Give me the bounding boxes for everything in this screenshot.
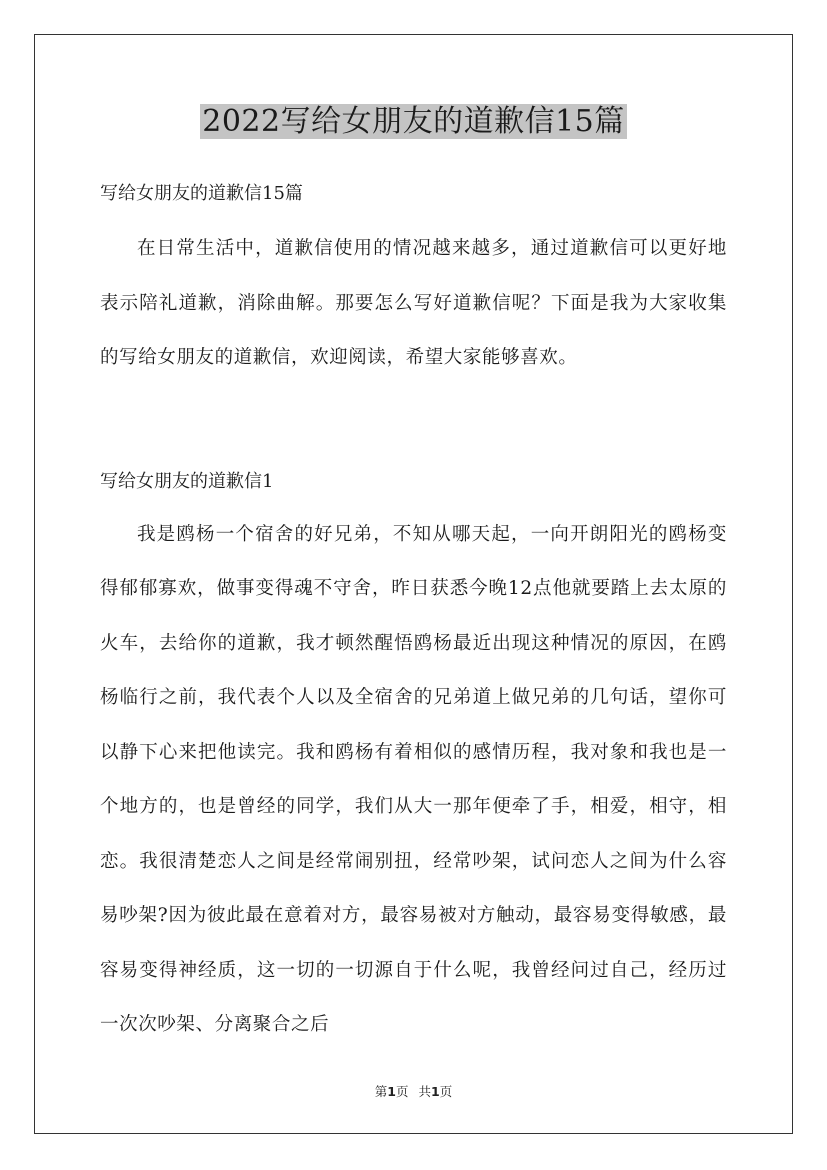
intro-paragraph: 在日常生活中，道歉信使用的情况越来越多，通过道歉信可以更好地表示陪礼道歉，消除曲解。那要怎么写好道歉信呢？下面是我为大家收集的写给女朋友的道歉信，欢迎阅读，希望大家能够喜欢。 [100,238,727,368]
page-number: 1 [387,1084,396,1099]
document-title-text: 2022写给女朋友的道歉信15篇 [202,104,625,139]
document-title [0,100,827,144]
document-subtitle: 写给女朋友的道歉信15篇 [100,183,303,204]
document-body [100,170,727,1053]
section-heading: 写给女朋友的道歉信1 [100,470,274,492]
total-pages-indicator: 共1页 [418,1084,453,1099]
body-paragraph: 我是鸥杨一个宿舍的好兄弟，不知从哪天起，一向开朗阳光的鸥杨变得郁郁寡欢，做事变得魂不守舍，昨日获悉今晚12点他就要踏上去太原的火车，去给你的道歉，我才顿然醒悟鸥杨最近出现这种情况的原因，在鸥杨临行之前，我代表个人以及全宿舍的兄弟道上做兄弟的几句话，望你可以静下心来把他读完。我和鸥杨有着相似的感情历程，我对象和我也是一个地方的，也是曾经的同学，我们从大一那年便牵了手，相爱，相守，相恋。我很清楚恋人之间是经常闹别扭，经常吵架，试问恋人之间为什么容易吵架?因为彼此最在意着对方，最容易被对方触动，最容易变得敏感，最容易变得神经质，这一切的一切源自于什么呢，我曾经问过自己，经历过一次次吵架、分离聚合之后 [100,523,727,1035]
page-indicator: 第1页 [374,1084,409,1099]
total-pages: 1 [431,1084,440,1099]
page-footer [0,1082,827,1100]
